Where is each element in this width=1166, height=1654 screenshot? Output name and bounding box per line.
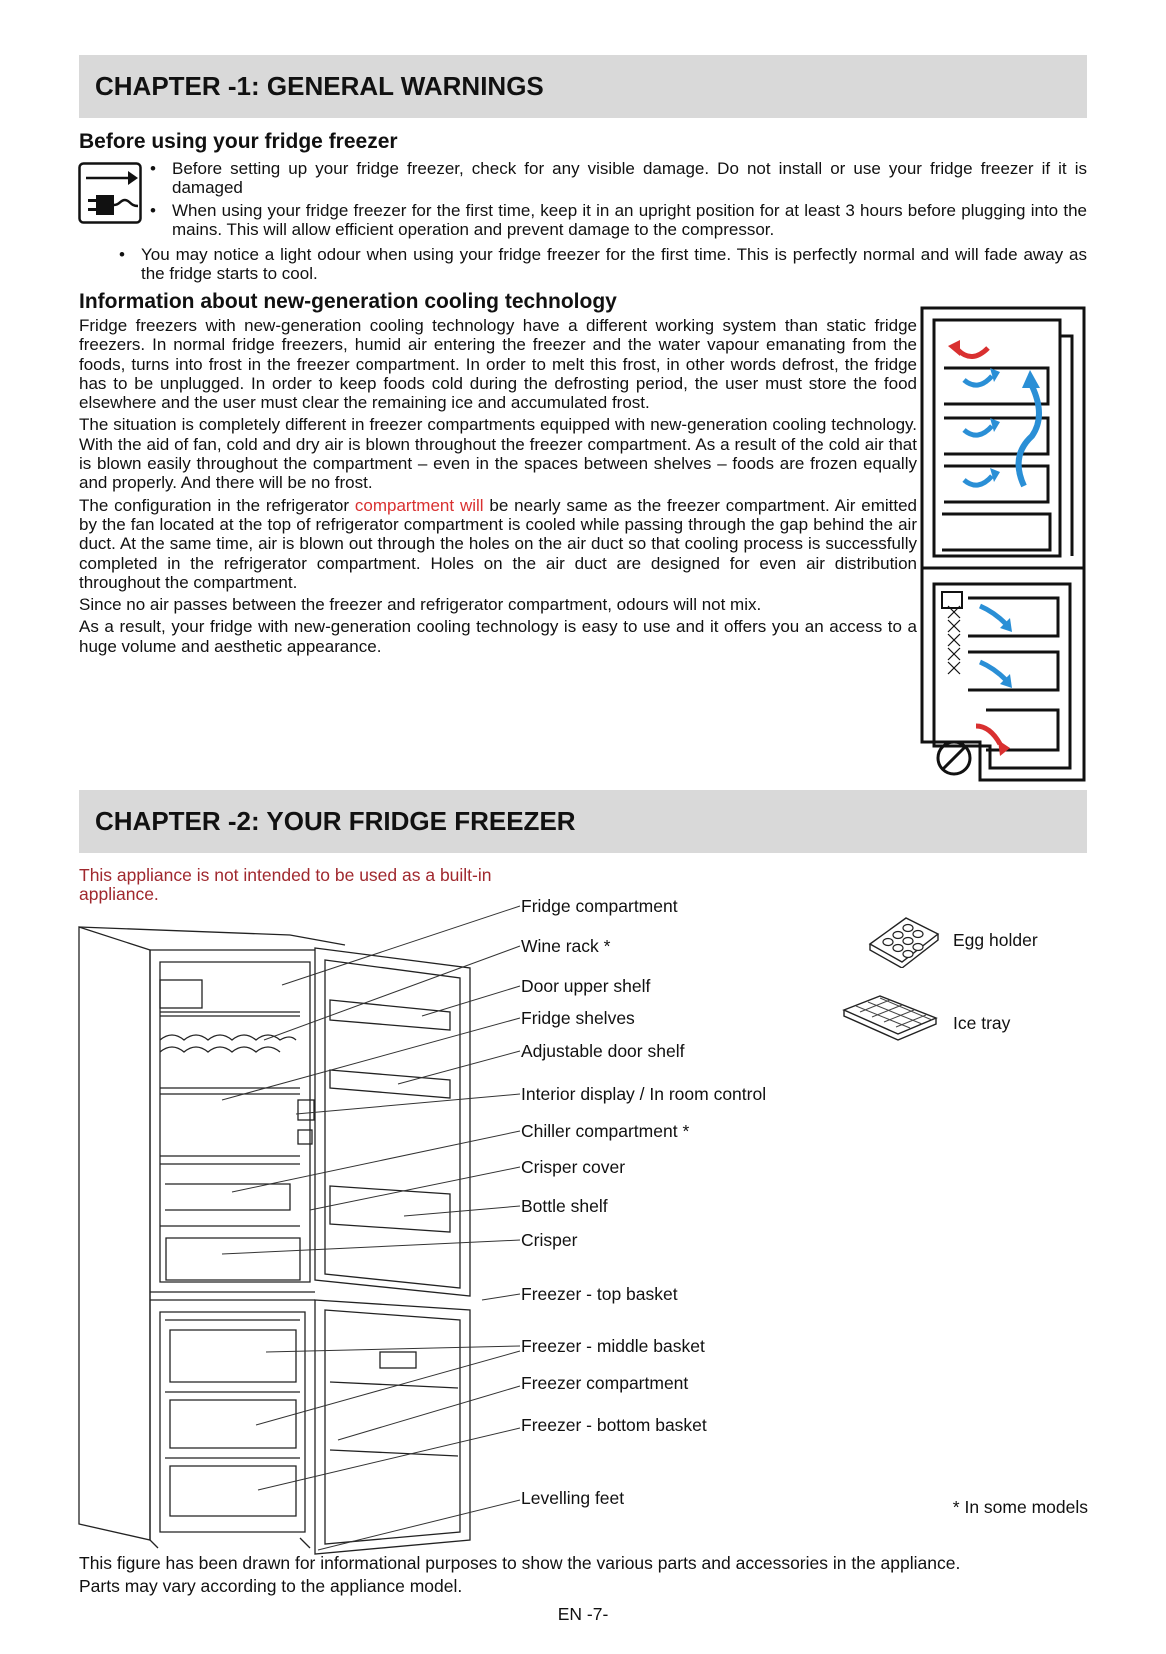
paragraph [79, 496, 917, 592]
part-label-crisper-cover: Crisper cover [521, 1157, 626, 1177]
before-using-heading: Before using your fridge freezer [79, 130, 398, 153]
text-span: The configuration in the refrigerator [79, 495, 355, 515]
part-label-fridge-shelves: Fridge shelves [521, 1008, 635, 1028]
chapter-1-header [79, 55, 1087, 118]
cooling-tech-heading: Information about new-generation cooling technology [79, 290, 617, 313]
unplug-warning-icon [78, 162, 142, 224]
paragraph: The situation is completely different in freezer compartments equipped with new-generation cooling technology. With the aid of fan, cold and dry air is blown throughout the freezer compartment. As a result of the cold air that is blown easily throughout the compartment – even in the spaces between shelves – foods are frozen equally and properly. And there will be no frost. [79, 415, 917, 493]
paragraph: As a result, your fridge with new-generation cooling technology is easy to use and it offers you an access to a huge volume and aesthetic appearance. [79, 617, 917, 656]
cooling-tech-text [79, 316, 917, 659]
part-label-freezer-top-basket: Freezer - top basket [521, 1284, 678, 1304]
warning-bullet: • Before setting up your fridge freezer, check for any visible damage. Do not install or use your fridge freezer if it is damaged [146, 159, 1087, 197]
figure-disclaimer [79, 1552, 1089, 1598]
text-span: be nearly same as the freezer compartment. Air emitted by the fan located at the top of refrigerator compartment is cooled while passing through the gap behind the air duct. At the same time, air is blown out through the holes on the air duct so that cooling process is successfully completed in the refrigerator compartment. Holes on the air duct are designed for even air distribution throughout the compartment. [79, 495, 917, 592]
paragraph: Since no air passes between the freezer and refrigerator compartment, odours will not mix. [79, 595, 762, 615]
warning-bullet: • When using your fridge freezer for the first time, keep it in an upright position for at least 3 hours before plugging into the mains. This will allow efficient operation and prevent damage to the compressor. [146, 201, 1087, 239]
odour-note-list [115, 245, 1087, 287]
part-label-freezer-bottom-basket: Freezer - bottom basket [521, 1415, 707, 1435]
part-label-levelling-feet: Levelling feet [521, 1488, 625, 1508]
built-in-note: This appliance is not intended to be used as a built-in appliance. [79, 865, 492, 904]
egg-holder-icon [866, 914, 942, 968]
paragraph: Fridge freezers with new-generation cooling technology have a different working system than static fridge freezers. In normal fridge freezers, humid air entering the freezer and the water vapour emanating from the foods, turns into frost in the freezer compartment. In order to melt this frost, in other words defrost, the fridge has to be unplugged. In order to keep foods cold during the defrosting period, the user must store the food elsewhere and the user must clear the remaining ice and accumulated frost. [79, 316, 917, 413]
part-label-chiller-compartment: Chiller compartment * [521, 1121, 690, 1141]
part-label-wine-rack: Wine rack * [521, 936, 611, 956]
part-label-freezer-middle-basket: Freezer - middle basket [521, 1336, 705, 1356]
part-label-fridge-compartment: Fridge compartment [521, 896, 678, 916]
disclaimer-line: Parts may vary according to the appliance model. [79, 1576, 463, 1596]
part-label-adjustable-door-shelf: Adjustable door shelf [521, 1041, 685, 1061]
before-using-list [146, 159, 1087, 243]
part-label-bottle-shelf: Bottle shelf [521, 1196, 608, 1216]
accessory-label-egg-holder: Egg holder [953, 930, 1038, 950]
highlighted-text: compartment will [354, 495, 484, 515]
part-label-door-upper-shelf: Door upper shelf [521, 976, 651, 996]
chapter-1-title: CHAPTER -1: GENERAL WARNINGS [95, 71, 544, 101]
part-label-crisper: Crisper [521, 1230, 578, 1250]
ice-tray-icon [840, 992, 940, 1042]
page-number: EN -7- [557, 1604, 609, 1624]
part-label-interior-display: Interior display / In room control [521, 1084, 767, 1104]
warning-bullet: • You may notice a light odour when using your fridge freezer for the first time. This is perfectly normal and will fade away as the fridge starts to cool. [115, 245, 1087, 283]
airflow-diagram [920, 306, 1090, 784]
part-label-freezer-compartment: Freezer compartment [521, 1373, 689, 1393]
chapter-2-title: CHAPTER -2: YOUR FRIDGE FREEZER [95, 806, 576, 836]
accessory-label-ice-tray: Ice tray [953, 1013, 1011, 1033]
chapter-2-header [79, 790, 1087, 853]
some-models-note: * In some models [952, 1497, 1088, 1517]
disclaimer-line: This figure has been drawn for informational purposes to show the various parts and accessories in the appliance. [79, 1553, 961, 1573]
